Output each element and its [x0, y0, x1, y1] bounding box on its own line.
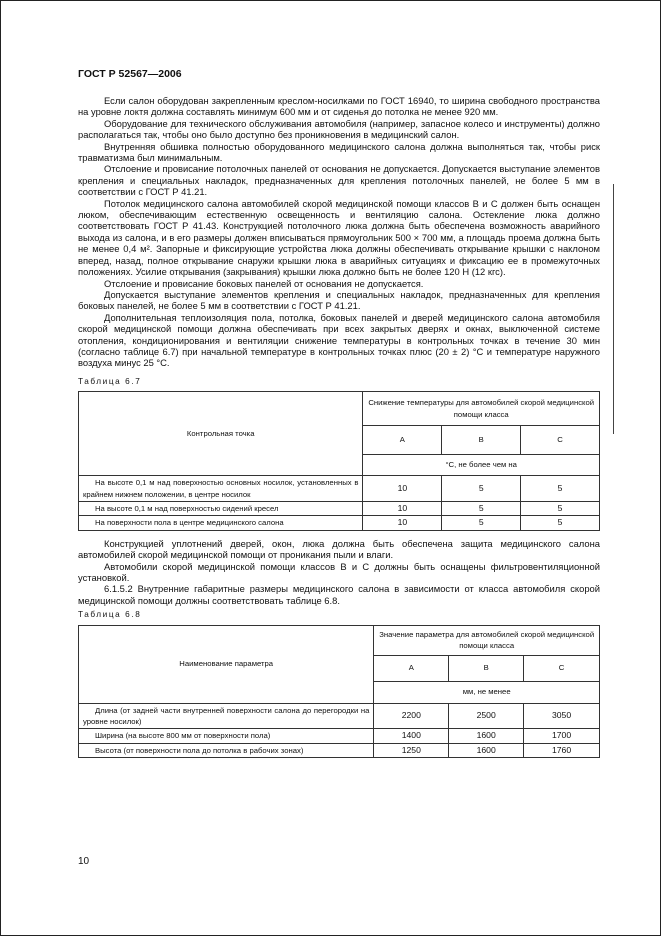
paragraph: 6.1.5.2 Внутренние габаритные размеры медицинского салона в зависимости от класса автомобиля скорой медицинской помощи должны соответствовать таблице 6.8.	[78, 583, 600, 606]
table-cell: 3050	[524, 703, 600, 729]
table-6-7-unit: °С, не более чем на	[363, 455, 600, 476]
table-6-8-class-b: В	[449, 655, 524, 681]
table-6-8	[78, 625, 600, 759]
body-text	[78, 95, 600, 758]
table-6-7-class-c: С	[521, 426, 600, 455]
table-cell: 1250	[374, 743, 449, 757]
table-row-label: Ширина (на высоте 800 мм от поверхности пола)	[79, 729, 374, 743]
table-cell: 5	[521, 516, 600, 530]
table-6-8-class-a: А	[374, 655, 449, 681]
table-6-7-header-control-point: Контрольная точка	[79, 392, 363, 476]
table-cell: 10	[363, 476, 442, 502]
table-row-label: На высоте 0,1 м над поверхностью основных носилок, установленных в крайнем нижнем положении, в центре носилок	[79, 476, 363, 502]
table-cell: 5	[521, 501, 600, 515]
table-row-label: На высоте 0,1 м над поверхностью сидений кресел	[79, 501, 363, 515]
table-cell: 1760	[524, 743, 600, 757]
table-6-8-unit: мм, не менее	[374, 681, 600, 703]
table-cell: 2200	[374, 703, 449, 729]
paragraph: Автомобили скорой медицинской помощи классов В и С должны быть оснащены фильтровентиляционной установкой.	[78, 560, 600, 583]
paragraph: Оборудование для технического обслуживания автомобиля (например, запасное колесо и инструменты) должно располагаться так, чтобы оно было доступно без проникновения в медицинский салон.	[78, 117, 600, 141]
table-cell: 10	[363, 516, 442, 530]
table-6-7-header-group: Снижение температуры для автомобилей скорой медицинской помощи класса	[363, 392, 600, 426]
table-6-7	[78, 391, 600, 531]
table-cell: 1600	[449, 743, 524, 757]
table-cell: 5	[442, 501, 521, 515]
table-6-7-class-b: В	[442, 426, 521, 455]
paragraph: Отслоение и провисание боковых панелей от основания не допускается.	[104, 277, 424, 289]
table-cell: 5	[442, 516, 521, 530]
table-cell: 1400	[374, 729, 449, 743]
table-6-7-caption: Таблица 6.7	[78, 376, 142, 386]
table-cell: 1600	[449, 729, 524, 743]
paragraph: Конструкцией уплотнений дверей, окон, люка должна быть обеспечена защита медицинского салона автомобилей скорой медицинской помощи от проникания пыли и влаги.	[78, 537, 600, 561]
paragraph: Потолок медицинского салона автомобилей скорой медицинской помощи классов В и С должен быть оснащен люком, обеспечивающим естественную освещенность и вентиляцию салона. Остекление люка должно соответствовать ГОСТ Р 41.43. Конструкцией потолочного люка должна быть обеспечена возможность аварийного выхода из салона, и в его размеры должен вписываться прямоугольник 500 × 700 мм, а площадь проема должна быть не менее 0,4 м². Запорные и фиксирующие устройства люка должны обеспечивать открывание крышки с наклоном вперед, назад, полное открывание снаружи крышки люка в аварийных ситуациях и фиксацию ее в промежуточных положениях. Усилие открывания (закрывания) крышки люка должно быть не более 120 Н (12 кгс).	[78, 197, 600, 278]
table-row-label: Высота (от поверхности пола до потолка в рабочих зонах)	[79, 743, 374, 757]
table-row-label: На поверхности пола в центре медицинского салона	[79, 516, 363, 530]
table-6-8-header-parameter: Наименование параметра	[79, 625, 374, 703]
table-6-7-class-a: А	[363, 426, 442, 455]
table-cell: 5	[521, 476, 600, 502]
paragraph: Если салон оборудован закрепленным креслом-носилками по ГОСТ 16940, то ширина свободного пространства на уровне локтя должна составлять минимум 600 мм и от сиденья до потолка не менее 920 мм.	[78, 95, 600, 118]
paragraph: Отслоение и провисание потолочных панелей от основания не допускается. Допускается выступание элементов крепления и специальных накладок, предназначенных для крепления потолочных панелей, не более 5 мм в соответствии с ГОСТ Р 41.21.	[78, 163, 600, 198]
page-number: 10	[78, 856, 90, 867]
table-6-8-class-c: С	[524, 655, 600, 681]
table-cell: 10	[363, 501, 442, 515]
table-row-label: Длина (от задней части внутренней поверхности салона до перегородки на уровне носилок)	[79, 703, 374, 729]
table-cell: 1700	[524, 729, 600, 743]
paragraph: Внутренняя обшивка полностью оборудованного медицинского салона должна выполняться так, чтобы риск травматизма был минимальным.	[78, 140, 600, 164]
revision-margin-bar	[613, 184, 614, 434]
paragraph: Дополнительная теплоизоляция пола, потолка, боковых панелей и дверей медицинского салона автомобиля скорой медицинской помощи должна обеспечивать при всех закрытых дверях и окнах, выключенной системе отопления, кондиционирования и вентиляции снижение температуры в контрольных точках в течение 30 мин (согласно таблице 6.7) при начальной температуре в контрольных точках плюс (20 ± 2) °С и температуре наружного воздуха минус 25 °С.	[78, 311, 600, 369]
table-cell: 5	[442, 476, 521, 502]
table-6-8-caption: Таблица 6.8	[78, 610, 142, 620]
paragraph: Допускается выступание элементов крепления и специальных накладок, предназначенных для крепления боковых панелей, не более 5 мм в соответствии с ГОСТ Р 41.21.	[78, 288, 600, 312]
table-cell: 2500	[449, 703, 524, 729]
document-header: ГОСТ Р 52567—2006	[78, 68, 182, 80]
table-6-8-header-group: Значение параметра для автомобилей скорой медицинской помощи класса	[374, 625, 600, 655]
